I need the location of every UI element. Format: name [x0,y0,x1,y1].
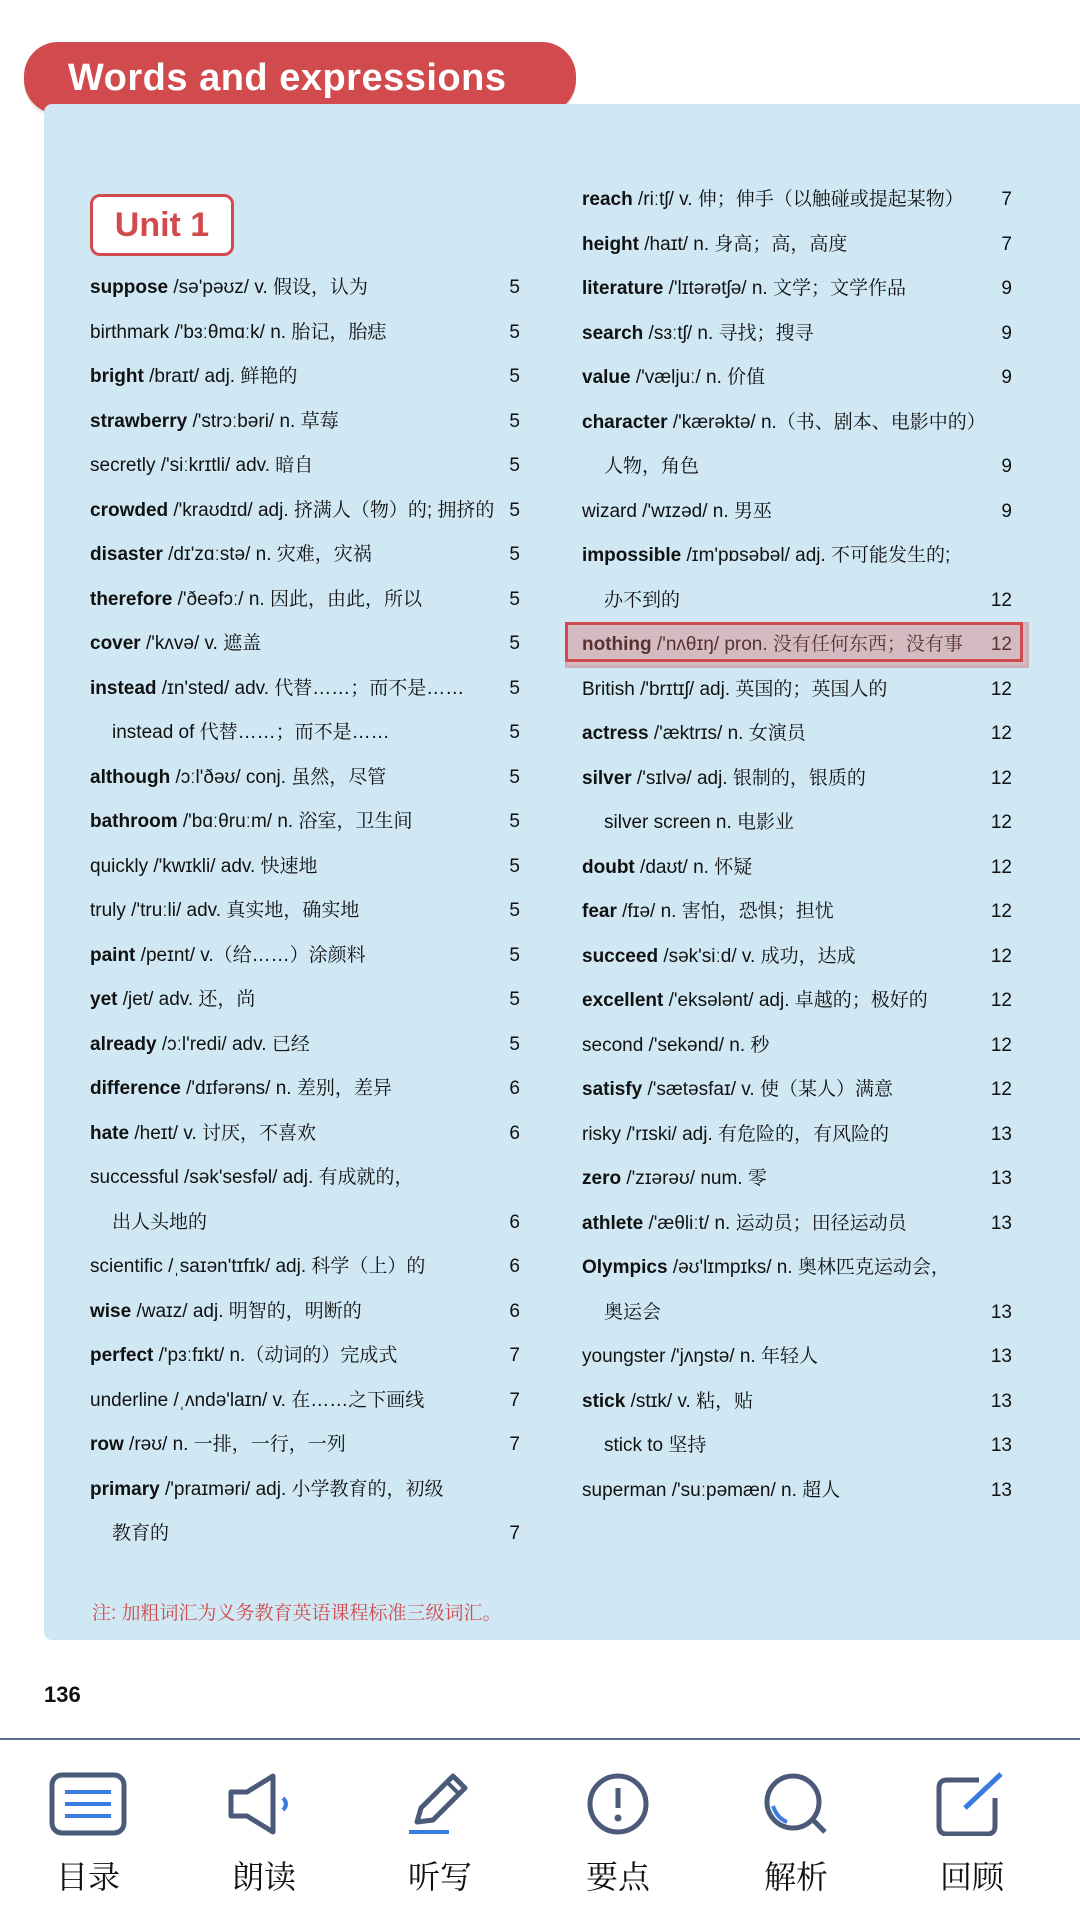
entry-definition: /ɪn'sted/ adv. 代替……；而不是…… [156,677,465,699]
entry-definition: /əʊ'lɪmpɪks/ n. 奥林匹克运动会， [667,1257,950,1278]
entry-definition: /'pɜːfɪkt/ n.（动词的）完成式 [153,1345,398,1366]
footnote: 注: 加粗词汇为义务教育英语课程标准三级词汇。 [92,1603,502,1624]
word-entry[interactable] [582,1469,1012,1514]
entry-page-number: 5 [509,321,520,343]
entry-page-number: 5 [509,989,520,1010]
search-icon [736,1764,856,1844]
toolbar-analysis-button[interactable] [736,1764,856,1914]
word-entry[interactable] [582,1024,1012,1069]
entry-page-number: 5 [509,277,520,298]
word-entry[interactable] [90,1156,520,1201]
word-entry[interactable] [582,801,1012,846]
entry-page-number: 5 [509,900,520,921]
entry-page-number: 13 [990,1123,1012,1145]
entry-definition: /'ðeəfɔː/ n. 因此，由此，所以 [172,588,422,610]
word-entry[interactable] [90,845,520,890]
entry-word: satisfy [582,1079,643,1100]
entry-word: hate [90,1122,130,1144]
entry-word: truly [90,900,126,921]
word-entry[interactable] [90,1379,520,1424]
entry-definition: /'kraʊdɪd/ adj. 挤满人（物）的; 拥挤的 [168,499,495,521]
word-entry[interactable] [90,444,520,489]
entry-definition: /'jʌŋstə/ n. 年轻人 [665,1346,818,1367]
entry-word: Olympics [582,1257,668,1278]
entry-definition: /'dɪfərəns/ n. 差别，差异 [180,1078,392,1099]
entry-definition: /'praɪməri/ adj. 小学教育的，初级 [159,1478,444,1500]
word-entry[interactable] [90,1290,520,1335]
bottom-toolbar [0,1738,1080,1922]
entry-definition: /ˌʌndə'laɪn/ v. 在……之下画线 [168,1389,425,1411]
toolbar-review-button[interactable] [912,1764,1032,1914]
entry-page-number: 5 [509,544,520,565]
entry-word: silver [582,767,632,789]
entry-definition: 代替……；而不是…… [194,722,390,743]
word-entry[interactable] [90,489,520,534]
entry-word: row [90,1434,124,1455]
word-entry[interactable] [90,711,520,756]
entry-page-number: 12 [990,1079,1012,1100]
alert-icon [558,1764,678,1844]
toolbar-catalog-label: 目录 [55,1859,120,1895]
word-entry[interactable] [90,311,520,356]
entry-page-number: 6 [509,1078,520,1099]
entry-page-number: 5 [509,410,520,432]
entry-definition: /'wɪzəd/ n. 男巫 [636,500,772,522]
word-entry[interactable] [90,266,520,311]
entry-definition: /riːtʃ/ v. 伸；伸手（以触碰或提起某物） [632,189,964,210]
entry-page-number: 5 [509,633,520,654]
right-word-column [582,178,1012,1513]
entry-page-number: 5 [509,944,520,966]
entry-definition: /'rɪski/ adj. 有危险的，有风险的 [621,1123,890,1145]
word-entry[interactable] [90,889,520,934]
entry-word: reach [582,189,633,210]
entry-word: paint [90,944,136,966]
entry-definition: /stɪk/ v. 粘，贴 [625,1390,754,1412]
speaker-icon [204,1764,324,1844]
entry-definition: n. 电影业 [710,812,795,833]
entry-definition: /'siːkrɪtli/ adv. 暗自 [155,455,314,476]
word-entry[interactable] [90,1334,520,1379]
entry-word: secretly [90,455,156,476]
word-entry[interactable] [90,1023,520,1068]
entry-word: wise [90,1300,132,1322]
page-number: 136 [44,1682,81,1707]
entry-word: bathroom [90,811,178,832]
edit-icon [912,1764,1032,1844]
entry-definition: /'eksələnt/ adj. 卓越的；极好的 [663,990,928,1011]
entry-definition: /peɪnt/ v.（给……）涂颜料 [135,944,366,966]
word-entry[interactable] [582,445,1012,490]
word-entry[interactable] [90,1423,520,1468]
entry-word: search [582,322,644,344]
entry-page-number: 12 [990,634,1012,655]
word-entry[interactable] [90,1468,520,1513]
word-entry[interactable] [582,1157,1012,1202]
entry-word: 教育的 [112,1523,170,1544]
entry-page-number: 12 [990,990,1012,1011]
entry-page-number: 9 [1001,367,1012,388]
entry-word: primary [90,1478,160,1500]
entry-definition: /sə'pəʊz/ v. 假设，认为 [168,277,369,298]
entry-definition: /'bɜːθmɑːk/ n. 胎记，胎痣 [169,321,387,343]
entry-word: cover [90,633,141,654]
entry-definition: /heɪt/ v. 讨厌，不喜欢 [129,1122,317,1144]
word-entry[interactable] [90,978,520,1023]
toolbar-read-label: 朗读 [231,1859,296,1895]
word-entry[interactable] [90,1512,520,1557]
entry-word: literature [582,278,664,299]
entry-definition: /'væljuː/ n. 价值 [630,367,766,388]
entry-word: underline [90,1389,169,1411]
entry-word: already [90,1033,157,1055]
entry-word: excellent [582,990,664,1011]
word-entry[interactable] [582,401,1012,446]
word-entry[interactable] [582,757,1012,802]
entry-word: suppose [90,277,169,298]
entry-definition: /'sekənd/ n. 秒 [643,1034,770,1056]
entry-word: doubt [582,856,635,878]
entry-definition: /haɪt/ n. 身高；高，高度 [639,233,848,255]
left-word-column [90,266,520,1557]
page-title: Words and expressions [68,57,507,99]
entry-word: 人物，角色 [604,456,700,477]
entry-word: zero [582,1168,622,1189]
entry-page-number: 5 [509,811,520,832]
entry-word: instead [90,677,157,699]
entry-definition: /jet/ adv. 还，尚 [117,989,256,1010]
entry-page-number: 7 [1001,189,1012,210]
entry-word: difference [90,1078,181,1099]
entry-word: although [90,766,171,788]
word-entry[interactable] [582,1380,1012,1425]
entry-word: risky [582,1123,622,1145]
entry-page-number: 9 [1001,322,1012,344]
entry-page-number: 13 [990,1390,1012,1412]
entry-page-number: 7 [509,1434,520,1455]
word-entry[interactable] [582,579,1012,624]
entry-page-number: 7 [509,1345,520,1366]
word-entry[interactable] [582,890,1012,935]
toolbar-read-button[interactable] [204,1764,324,1914]
entry-word: actress [582,723,649,744]
entry-page-number: 5 [509,366,520,387]
word-entry[interactable] [582,1068,1012,1113]
entry-definition: /ɔːl'redi/ adv. 已经 [156,1033,310,1055]
entry-page-number: 7 [509,1523,520,1544]
word-entry[interactable] [582,356,1012,401]
entry-definition: /rəʊ/ n. 一排，一行，一列 [123,1434,346,1455]
word-entry[interactable] [90,667,520,712]
entry-definition: /ɔːl'ðəʊ/ conj. 虽然，尽管 [170,766,387,788]
entry-page-number: 5 [509,588,520,610]
entry-page-number: 7 [1001,233,1012,255]
word-entry[interactable] [582,846,1012,891]
entry-word: instead of [112,722,195,743]
word-entry[interactable] [90,1112,520,1157]
entry-word: fear [582,901,617,922]
word-entry[interactable] [582,979,1012,1024]
word-entry[interactable] [90,578,520,623]
entry-page-number: 6 [509,1300,520,1322]
word-entry[interactable] [582,534,1012,579]
entry-word: successful [90,1167,179,1188]
word-entry[interactable] [582,712,1012,757]
entry-definition: /dɪ'zɑːstə/ n. 灾难，灾祸 [162,544,372,565]
entry-page-number: 12 [990,678,1012,700]
entry-page-number: 7 [509,1389,520,1411]
word-entry[interactable] [90,800,520,845]
word-entry[interactable] [582,490,1012,535]
entry-word: stick to [604,1435,664,1456]
word-entry[interactable] [582,1335,1012,1380]
entry-definition: /'strɔːbəri/ n. 草莓 [187,410,339,432]
entry-page-number: 5 [509,677,520,699]
entry-definition: 坚持 [663,1435,707,1456]
toolbar-dictation-label: 听写 [407,1859,472,1895]
entry-page-number: 12 [990,812,1012,833]
entry-page-number: 13 [990,1479,1012,1501]
word-entry[interactable] [582,668,1012,713]
entry-word: 奥运会 [604,1301,662,1323]
entry-definition: /'truːli/ adv. 真实地，确实地 [125,900,360,921]
entry-page-number: 6 [509,1256,520,1277]
entry-page-number: 5 [509,855,520,877]
entry-definition: /braɪt/ adj. 鲜艳的 [143,366,298,387]
entry-page-number: 5 [509,455,520,476]
entry-definition: /'kwɪkli/ adv. 快速地 [148,855,318,877]
entry-word: crowded [90,499,169,521]
entry-page-number: 9 [1001,278,1012,299]
entry-word: strawberry [90,410,188,432]
entry-definition: /'æktrɪs/ n. 女演员 [648,723,806,744]
entry-definition: /fɪə/ n. 害怕，恐惧；担忧 [616,901,834,922]
word-entry[interactable] [90,1245,520,1290]
entry-definition: /ˌsaɪən'tɪfɪk/ adj. 科学（上）的 [162,1256,426,1277]
entry-word: disaster [90,544,163,565]
entry-word: second [582,1034,644,1056]
word-entry[interactable] [582,267,1012,312]
entry-page-number: 13 [990,1301,1012,1323]
toolbar-keypoints-label: 要点 [585,1859,650,1895]
entry-page-number: 12 [990,1034,1012,1056]
entry-definition: /'sɪlvə/ adj. 银制的，银质的 [631,767,866,789]
entry-page-number: 12 [990,945,1012,967]
entry-definition: /'kʌvə/ v. 遮盖 [140,633,262,654]
word-entry[interactable] [90,1201,520,1246]
entry-word: silver screen [604,812,711,833]
word-entry[interactable] [90,756,520,801]
word-entry[interactable] [582,178,1012,223]
entry-definition: /waɪz/ adj. 明智的，明断的 [131,1300,362,1322]
toolbar-review-label: 回顾 [939,1859,1004,1895]
entry-definition: /'suːpəmæn/ n. 超人 [666,1479,841,1501]
entry-page-number: 5 [509,766,520,788]
word-entry[interactable] [90,533,520,578]
entry-page-number: 12 [990,856,1012,878]
entry-word: height [582,233,639,255]
entry-page-number: 13 [990,1435,1012,1456]
toolbar-keypoints-button[interactable] [558,1764,678,1914]
entry-definition: /daʊt/ n. 怀疑 [634,856,753,878]
entry-word: quickly [90,855,149,877]
entry-word: succeed [582,945,659,967]
entry-page-number: 5 [509,1033,520,1055]
word-entry[interactable] [582,1202,1012,1247]
entry-page-number: 12 [990,723,1012,744]
entry-definition: /'æθliːt/ n. 运动员；田径运动员 [643,1212,907,1234]
word-entry[interactable] [90,622,520,667]
word-entry[interactable] [582,1424,1012,1469]
entry-word: birthmark [90,321,170,343]
toolbar-dictation-button[interactable] [380,1764,500,1914]
entry-word: stick [582,1390,626,1412]
entry-word: athlete [582,1212,644,1234]
entry-page-number: 6 [509,1122,520,1144]
toolbar-catalog-button[interactable] [28,1764,148,1914]
toolbar-analysis-label: 解析 [763,1859,828,1895]
entry-word: yet [90,989,118,1010]
entry-page-number: 5 [509,499,520,521]
entry-word: youngster [582,1346,666,1367]
entry-word: therefore [90,588,173,610]
entry-word: scientific [90,1256,163,1277]
list-icon [28,1764,148,1844]
entry-page-number: 12 [990,589,1012,611]
entry-page-number: 12 [990,767,1012,789]
word-entry[interactable] [90,1067,520,1112]
entry-word: superman [582,1479,667,1501]
word-entry[interactable] [582,1113,1012,1158]
pencil-icon [380,1764,500,1844]
entry-definition: /'nʌθɪŋ/ pron. 没有任何东西；没有事 [651,634,963,655]
entry-word: 出人头地的 [112,1211,208,1233]
entry-definition: /'sætəsfaɪ/ v. 使（某人）满意 [642,1079,893,1100]
entry-page-number: 9 [1001,500,1012,522]
entry-page-number: 9 [1001,456,1012,477]
entry-page-number: 13 [990,1212,1012,1234]
entry-definition: /'bɑːθruːm/ n. 浴室，卫生间 [177,811,413,832]
entry-page-number: 6 [509,1211,520,1233]
entry-definition: /sək'siːd/ v. 成功，达成 [658,945,856,967]
entry-word: British [582,678,635,700]
entry-definition: /'lɪtərətʃə/ n. 文学；文学作品 [663,278,906,299]
entry-page-number: 12 [990,901,1012,922]
entry-definition: /sɜːtʃ/ n. 寻找；搜寻 [643,322,814,344]
word-entry[interactable] [90,400,520,445]
unit-badge: Unit 1 [90,194,234,256]
word-entry[interactable] [90,934,520,979]
entry-word: nothing [582,634,652,655]
word-entry[interactable] [582,935,1012,980]
entry-word: character [582,411,668,433]
selected-word-outline[interactable] [565,622,1023,662]
entry-definition: /ɪm'pɒsəbəl/ adj. 不可能发生的; [681,545,951,566]
word-entry[interactable] [582,312,1012,357]
entry-word: wizard [582,500,637,522]
word-entry[interactable] [90,355,520,400]
word-entry[interactable] [582,1291,1012,1336]
entry-page-number: 13 [990,1168,1012,1189]
entry-word: 办不到的 [604,589,681,611]
entry-word: perfect [90,1345,154,1366]
entry-page-number: 13 [990,1346,1012,1367]
entry-definition: /'kærəktə/ n.（书、剧本、电影中的） [667,411,986,433]
entry-word: bright [90,366,144,387]
entry-definition: /sək'sesfəl/ adj. 有成就的， [178,1167,414,1188]
entry-definition: /'zɪərəʊ/ num. 零 [621,1168,767,1189]
word-entry[interactable] [582,223,1012,268]
entry-page-number: 5 [509,722,520,743]
entry-definition: /'brɪtɪʃ/ adj. 英国的；英国人的 [634,678,888,700]
word-entry[interactable] [582,1246,1012,1291]
entry-word: impossible [582,545,682,566]
entry-word: value [582,367,631,388]
